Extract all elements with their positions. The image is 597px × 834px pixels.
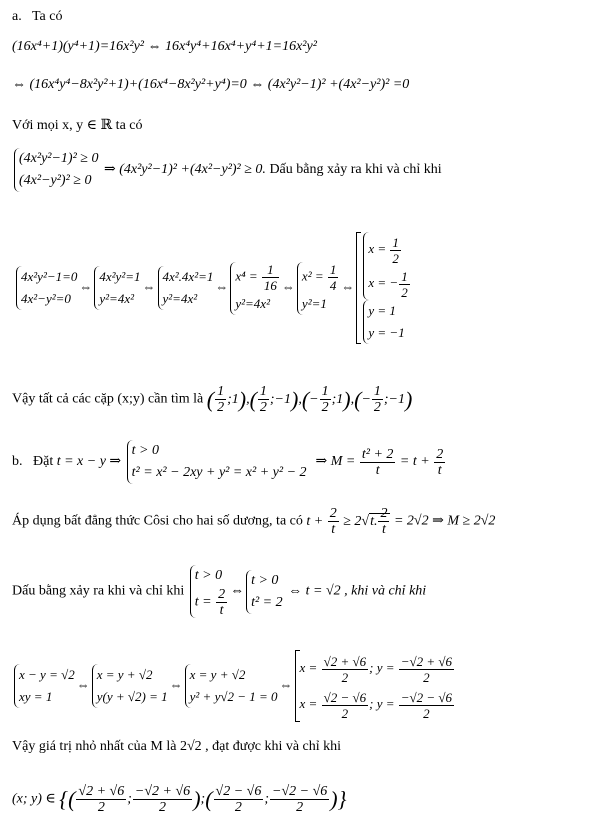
chain-b-sys-1: [14, 664, 75, 708]
m-fraction: $\frac{\text{t² + 2}}{t}$: [361, 446, 394, 478]
chain-b-sys-2-row-1: x = y + √2: [96, 667, 153, 682]
chain-a-sys-2-row-1: 4x²y²=1: [99, 269, 141, 284]
part-b-label: b.: [12, 454, 23, 470]
system-1: [14, 148, 98, 192]
chain-a-sys-3-row-2: y²=4x²: [162, 291, 198, 306]
chain-a-sys-5-row-1: x² = $\frac{1}{4}$: [301, 261, 337, 293]
chain-b-sys-2-row-2: y(y + √2) = 1: [96, 689, 168, 704]
chain-a-sys-4-row-2: y²=4x²: [235, 295, 270, 311]
chain-b-sys-3-row-1: x = y + √2: [189, 667, 246, 682]
y-solutions: y = 1 y = −1: [363, 300, 404, 344]
equation-1: (16x⁴+1)(y⁴+1)=16x²y² ⇔ 16x⁴y⁴+16x⁴+y⁴+1=16x²y²: [12, 39, 317, 54]
part-a-label: a.: [12, 9, 22, 24]
equality-b-line: Dấu bằng xảy ra khi và chỉ khi t > 0 t = $\frac{2}{t}$ ⇔ t > 0 t² = 2 ⇔ t = √2 , khi và chỉ khi: [12, 565, 426, 618]
chain-a: 4x²y²−1=0 4x²−y²=0 ⇔ 4x²y²=1 y²=4x² ⇔ 4x².4x²=1 y²=4x² ⇔ x⁴ = $\frac{1}{16}$ y²=4x² ⇔ x² = $\frac{1}{4}$ y²=1 ⇔ x = $\frac{1}{2}$ x = − $\frac{1}{2}$ y = 1 y = −1: [14, 232, 415, 344]
m-simplified: = t + $\frac{2}{t}$: [399, 446, 444, 478]
answer-pairs: ( $\frac{1}{2}$ ;1),( $\frac{1}{2}$ ;−1),(− $\frac{1}{2}$ ;1),(− $\frac{1}{2}$ ;−1): [206, 384, 413, 415]
final-set-prefix: (x; y) ∈: [12, 791, 56, 807]
part-a-heading: [12, 8, 62, 26]
system-b-row-2: t² = x² − 2xy + y² = x² + y² − 2: [131, 465, 307, 480]
part-b-text: Đặt: [33, 454, 54, 470]
chain-b-sys-1-row-2: xy = 1: [19, 689, 53, 704]
equality-b-sys-1: t > 0 t = $\frac{2}{t}$: [190, 565, 228, 618]
chain-a-sys-3: [158, 266, 214, 310]
chain-b-sys-2: [92, 664, 168, 708]
cauchy-result: = 2√2 ⇒ M ≥ 2√2: [393, 513, 496, 529]
with-all-text: Với mọi x, y ∈ ℝ ta có: [12, 118, 143, 133]
m-expression-label: ⇒ M =: [315, 454, 356, 470]
system-1-result: ⇒ (4x²y²−1)² +(4x²−y²)² ≥ 0.: [103, 162, 266, 178]
system-1-row-2: (4x²−y²)² ≥ 0: [19, 173, 92, 188]
system-b: [127, 440, 307, 484]
chain-a-sys-4: [230, 262, 280, 315]
conclusion-a: [12, 384, 412, 415]
cauchy-inequality: t + $\frac{2}{t}$ ≥ 2√t. $\frac{2}{t}$: [306, 514, 390, 529]
cauchy-line: [12, 506, 495, 537]
chain-a-sys-3-row-1: 4x².4x²=1: [162, 269, 214, 284]
chain-a-sys-2: [94, 266, 140, 310]
chain-a-sys-5: [297, 262, 339, 315]
part-b-line: [12, 440, 446, 484]
chain-b: x − y = √2 xy = 1 ⇔ x = y + √2 y(y + √2) = 1 ⇔ x = y + √2 y² + y√2 − 1 = 0 ⇔ x = $\frac{√2 + √6}{2}$ ; y = $\frac{-√2 + √6}{2}$ x = $\frac{√2 - √6}{2}$ ; y = $\frac{-√2 - √6}{2}$: [12, 650, 457, 722]
system-1-line: [12, 148, 442, 192]
substitution: t = x − y ⇒: [56, 454, 122, 470]
part-a-intro: Ta có: [31, 9, 63, 24]
equality-text: Dấu bằng xảy ra khi và chỉ khi: [269, 162, 442, 178]
chain-a-sys-2-row-2: y²=4x²: [99, 291, 134, 306]
chain-a-sys-1-row-1: 4x²y²−1=0: [21, 269, 78, 284]
cauchy-text: Áp dụng bất đẳng thức Côsi cho hai số dương, ta có: [12, 513, 303, 529]
chain-b-sys-3-row-2: y² + y√2 − 1 = 0: [189, 689, 278, 704]
x-solutions: x = $\frac{1}{2}$ x = − $\frac{1}{2}$: [363, 232, 410, 300]
final-text: Vậy giá trị nhỏ nhất của M là 2√2 , đạt được khi và chỉ khi: [12, 739, 342, 754]
chain-a-sys-1: [16, 266, 77, 310]
system-b-row-1: t > 0: [131, 443, 160, 458]
chain-a-sys-4-row-1: x⁴ = $\frac{1}{16}$: [235, 261, 277, 293]
chain-b-solutions: x = $\frac{√2 + √6}{2}$ ; y = $\frac{-√2 + √6}{2}$ x = $\frac{√2 - √6}{2}$ ; y = $\frac{-√2 - √6}{2}$: [295, 650, 456, 722]
chain-a-sys-1-row-2: 4x²−y²=0: [21, 291, 71, 306]
chain-b-sys-3: [185, 664, 278, 708]
equation-2: ⇔ (16x⁴y⁴−8x²y²+1)+(16x⁴−8x²y²+y⁴)=0 ⇔ (4x²y²−1)² +(4x²−y²)² =0: [12, 77, 410, 92]
system-1-row-1: (4x²y²−1)² ≥ 0: [19, 151, 99, 166]
final-set: (x; y) ∈ {( $\frac{√2 + √6}{2}$ ; $\frac{-√2 + √6}{2}$ );( $\frac{√2 - √6}{2}$ ; $\frac{-√2 - √6}{2}$ )}: [12, 784, 347, 815]
equality-b-sys-2: t > 0 t² = 2: [246, 570, 283, 614]
chain-b-sys-1-row-1: x − y = √2: [19, 667, 75, 682]
chain-a-sys-5-row-2: y²=1: [301, 295, 327, 311]
equality-b-text: Dấu bằng xảy ra khi và chỉ khi: [12, 583, 185, 599]
equality-b-tail: ⇔ t = √2 , khi và chỉ khi: [288, 583, 427, 599]
conclusion-a-text: Vậy tất cả các cặp (x;y) cần tìm là: [12, 391, 204, 407]
chain-a-solutions: [356, 232, 412, 344]
